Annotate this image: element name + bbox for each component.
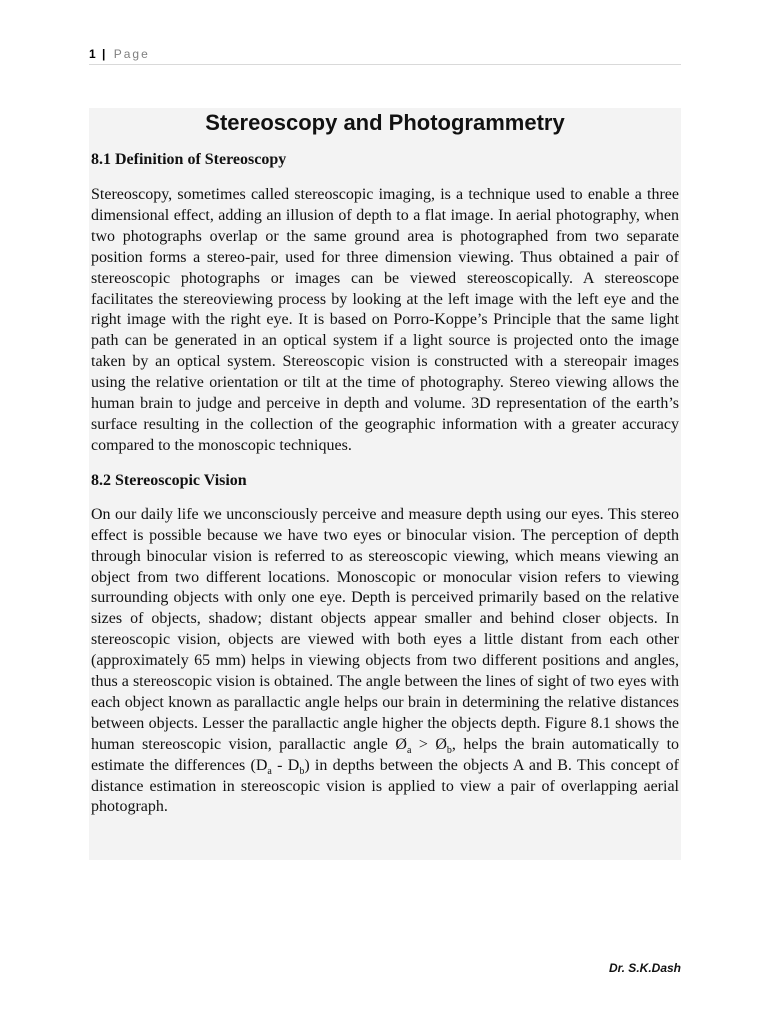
page-label: Page xyxy=(113,47,150,61)
page-separator: | xyxy=(102,47,106,61)
section-paragraph-8-1: Stereoscopy, sometimes called stereoscopic imaging, is a technique used to enable a three dimensional effect, adding an illusion of depth to a flat image. In aerial photography, when two photographs overlap or the same ground area is photographed from two separate position forms a stereo-pair, used for three dimension viewing. Thus obtained a pair of stereoscopic photographs or images can be viewed stereoscopically. A stereoscope facilitates the stereoviewing process by looking at the left image with the left eye and the right image with the right eye. It is based on Porro-Koppe’s Principle that the same light path can be generated in an optical system if a light source is projected onto the image taken by an optical system. Stereoscopic vision is constructed with a stereopair images using the relative orientation or tilt at the time of photography. Stereo viewing allows the human brain to judge and perceive in depth and volume. 3D representation of the earth’s surface resulting in the collection of the geographic information with a greater accuracy compared to the monoscopic techniques. xyxy=(91,186,679,454)
paragraph-text: On our daily life we unconsciously perceive and measure depth using our eyes. This stereo effect is possible because we have two eyes or binocular vision. The perception of depth through binocular vision is referred to as stereoscopic viewing, which means viewing an object from two different locations. Monoscopic or monocular vision refers to viewing surrounding objects with only one eye. Depth is perceived primarily based on the relative sizes of objects, shadow; distant objects appear smaller and behind closer objects. In stereoscopic vision, objects are viewed with both eyes a little distant from each other (approximately 65 mm) helps in viewing objects from two different positions and angles, thus a stereoscopic vision is obtained. The angle between the lines of sight of two eyes with each object known as parallactic angle helps our brain in determining the relative distances between objects. Lesser the parallactic angle higher the objects depth. Figure 8.1 shows the human stereoscopic vision, parallactic angle Ø xyxy=(91,505,679,753)
subscript: a xyxy=(267,765,272,777)
subscript: a xyxy=(406,744,412,756)
page-header xyxy=(89,47,681,65)
subscript: b xyxy=(446,744,452,756)
document-title: Stereoscopy and Photogrammetry xyxy=(205,110,565,135)
section-paragraph-8-2 xyxy=(91,505,679,819)
page-number: 1 xyxy=(89,47,96,61)
paragraph-text: ) in depths between the objects A and B. This concept of distance estimation in stereoscopic vision is applied to view a pair of overlapping aerial photograph. xyxy=(91,756,680,816)
footer-author: Dr. S.K.Dash xyxy=(608,961,681,975)
document-body xyxy=(89,108,681,860)
paragraph-text: , helps the brain automatically to estimate the differences (D xyxy=(91,735,680,774)
paragraph-text: > Ø xyxy=(411,735,447,753)
paragraph-text: - D xyxy=(271,756,300,774)
section-heading-8-1: 8.1 Definition of Stereoscopy xyxy=(91,151,287,168)
subscript: b xyxy=(299,765,305,777)
section-heading-8-2: 8.2 Stereoscopic Vision xyxy=(91,471,247,489)
